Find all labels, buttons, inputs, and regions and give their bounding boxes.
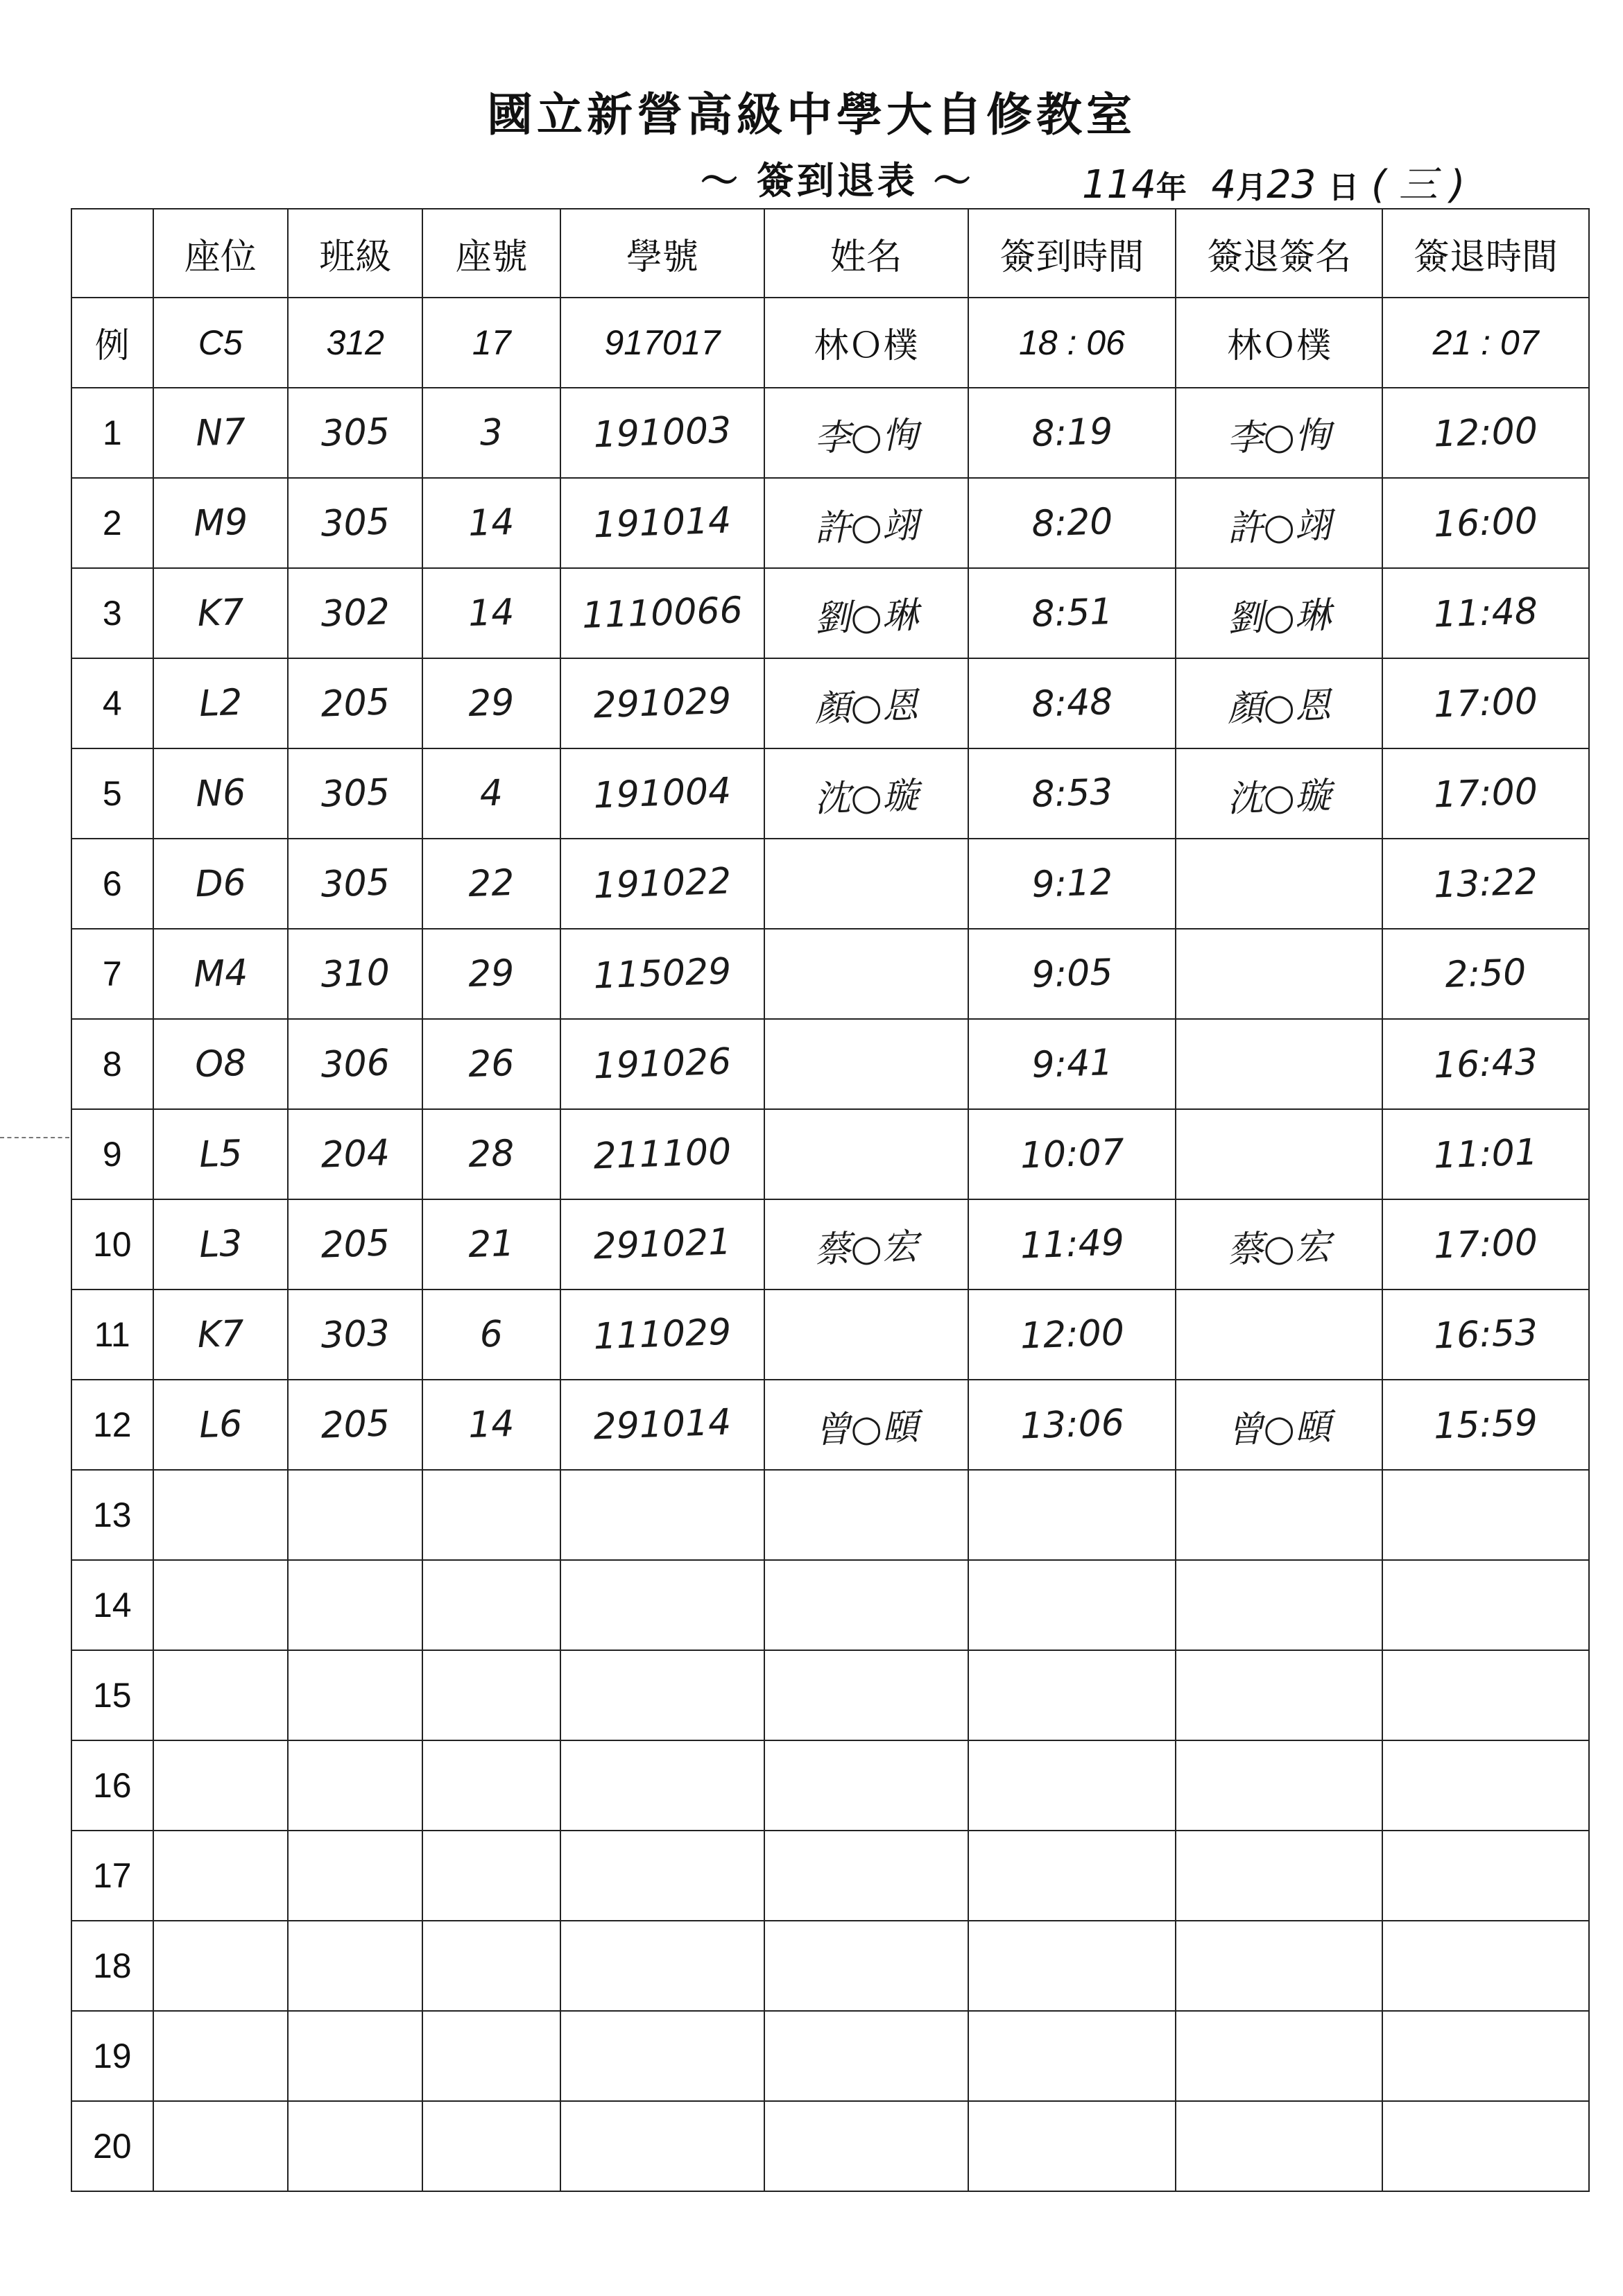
cell-name xyxy=(763,2098,970,2195)
cell-student-id xyxy=(559,1647,766,1744)
cell-class: 310 xyxy=(286,927,424,1022)
cell-student-id xyxy=(559,1917,766,2014)
date-day: 23 xyxy=(1266,162,1316,207)
cell-class: 303 xyxy=(286,1287,424,1382)
cell-number: 26 xyxy=(421,1017,562,1112)
example-label: 例 xyxy=(71,298,153,388)
example-name: 林Ｏ樸 xyxy=(764,298,968,388)
sign-in-table xyxy=(71,208,1590,2192)
col-header-name: 姓名 xyxy=(764,209,968,298)
form-subtitle: ～ 簽到退表 ～ xyxy=(701,158,974,203)
cell-seat: K7 xyxy=(151,1287,289,1382)
date-month: 4 xyxy=(1211,162,1237,207)
cell-name xyxy=(763,1557,970,1654)
cell-signature xyxy=(1174,1917,1384,2014)
cell-checkout: 17:00 xyxy=(1381,745,1590,842)
cell-class: 306 xyxy=(286,1017,424,1112)
cell-checkin: 8:53 xyxy=(966,745,1177,842)
col-header-student-id: 學號 xyxy=(560,209,764,298)
cell-student-id: 291029 xyxy=(559,655,766,752)
cell-seat: L5 xyxy=(151,1107,289,1202)
cell-name xyxy=(763,1917,970,2014)
cell-number: 14 xyxy=(421,1378,562,1473)
cell-number: 29 xyxy=(421,927,562,1022)
cell-student-id: 291021 xyxy=(559,1196,766,1293)
table-row xyxy=(71,658,1589,748)
cell-student-id: 191003 xyxy=(559,384,766,481)
cell-checkout xyxy=(1381,1737,1590,1834)
cell-checkout xyxy=(1381,2098,1590,2195)
cell-checkin: 8:19 xyxy=(966,384,1177,481)
cell-signature xyxy=(1174,1647,1384,1744)
cell-checkin xyxy=(966,2098,1177,2195)
table-row xyxy=(71,1921,1589,2011)
cell-name: 李○恂 xyxy=(763,384,970,481)
cell-seat xyxy=(151,1738,289,1833)
cell-name: 曾○頤 xyxy=(763,1376,970,1473)
col-header-checkout-signature: 簽退簽名 xyxy=(1176,209,1382,298)
cell-student-id: 111029 xyxy=(559,1286,766,1383)
cell-student-id: 211100 xyxy=(559,1106,766,1203)
example-seat: C5 xyxy=(153,298,288,388)
cell-number xyxy=(421,1558,562,1653)
cell-checkout: 16:43 xyxy=(1381,1016,1590,1113)
row-number: 20 xyxy=(71,2101,153,2191)
cell-signature: 顏○恩 xyxy=(1174,655,1384,752)
cell-signature xyxy=(1174,1737,1384,1834)
cell-class xyxy=(286,1738,424,1833)
date-line xyxy=(1082,154,1465,209)
cell-signature xyxy=(1174,1016,1384,1113)
row-number: 1 xyxy=(71,388,153,478)
cell-seat: N6 xyxy=(151,746,289,841)
date-year-label: 年 xyxy=(1156,170,1187,205)
cell-name xyxy=(763,1106,970,1203)
cell-student-id: 1110066 xyxy=(559,565,766,662)
cell-seat: D6 xyxy=(151,837,289,932)
cell-seat xyxy=(151,1558,289,1653)
cell-checkin xyxy=(966,1917,1177,2014)
cell-checkout xyxy=(1381,1647,1590,1744)
cell-seat: K7 xyxy=(151,566,289,661)
cell-class xyxy=(286,2099,424,2194)
cell-checkin xyxy=(966,1827,1177,1924)
cell-student-id: 191022 xyxy=(559,835,766,932)
cell-checkout: 11:01 xyxy=(1381,1106,1590,1203)
cell-class: 205 xyxy=(286,656,424,751)
cell-student-id xyxy=(559,1737,766,1834)
table-row xyxy=(71,1290,1589,1380)
cell-checkout: 13:22 xyxy=(1381,835,1590,932)
cell-signature xyxy=(1174,2007,1384,2105)
cell-name xyxy=(763,835,970,932)
cell-seat xyxy=(151,1648,289,1743)
table-row xyxy=(71,1199,1589,1290)
cell-signature: 劉○琳 xyxy=(1174,565,1384,662)
cell-number xyxy=(421,1738,562,1833)
cell-signature: 曾○頤 xyxy=(1174,1376,1384,1473)
row-number: 19 xyxy=(71,2011,153,2101)
cell-seat: L3 xyxy=(151,1197,289,1292)
cell-seat: O8 xyxy=(151,1017,289,1112)
cell-class: 302 xyxy=(286,566,424,661)
cell-class: 305 xyxy=(286,837,424,932)
row-number: 13 xyxy=(71,1470,153,1560)
cell-signature xyxy=(1174,925,1384,1022)
cell-checkin: 9:12 xyxy=(966,835,1177,932)
cell-signature xyxy=(1174,1827,1384,1924)
cell-checkin xyxy=(966,1557,1177,1654)
cell-number: 21 xyxy=(421,1197,562,1292)
cell-seat xyxy=(151,2009,289,2104)
cell-student-id xyxy=(559,2007,766,2105)
cell-checkout xyxy=(1381,1557,1590,1654)
cell-seat xyxy=(151,1828,289,1924)
col-header-checkout-time: 簽退時間 xyxy=(1382,209,1589,298)
cell-number xyxy=(421,2009,562,2104)
cell-signature: 蔡○宏 xyxy=(1174,1196,1384,1293)
table-row xyxy=(71,2011,1589,2101)
row-number: 8 xyxy=(71,1019,153,1109)
cell-student-id: 115029 xyxy=(559,925,766,1022)
cell-checkout: 16:53 xyxy=(1381,1286,1590,1383)
row-number: 6 xyxy=(71,839,153,929)
table-row xyxy=(71,1380,1589,1470)
cell-name xyxy=(763,2007,970,2105)
row-number: 3 xyxy=(71,568,153,658)
date-month-label: 月 xyxy=(1236,170,1267,205)
date-weekday: ( 三 ) xyxy=(1371,162,1466,207)
table-row xyxy=(71,929,1589,1019)
example-signature: 林Ｏ樸 xyxy=(1176,298,1382,388)
row-number: 18 xyxy=(71,1921,153,2011)
cell-signature: 許○翊 xyxy=(1174,474,1384,572)
cell-checkout xyxy=(1381,1466,1590,1563)
col-header-index xyxy=(71,209,153,298)
cell-signature xyxy=(1174,1286,1384,1383)
row-number: 2 xyxy=(71,478,153,568)
date-year: 114 xyxy=(1082,162,1156,207)
cell-name xyxy=(763,1647,970,1744)
cell-number xyxy=(421,1648,562,1743)
row-number: 15 xyxy=(71,1650,153,1740)
cell-seat: M9 xyxy=(151,476,289,571)
cell-number: 6 xyxy=(421,1287,562,1382)
cell-seat xyxy=(151,1919,289,2014)
cell-student-id: 191014 xyxy=(559,474,766,572)
table-row xyxy=(71,568,1589,658)
cell-checkin: 8:48 xyxy=(966,655,1177,752)
cell-name xyxy=(763,925,970,1022)
cell-checkout: 16:00 xyxy=(1381,474,1590,572)
scan-artifact-line xyxy=(0,1137,69,1138)
cell-checkout: 17:00 xyxy=(1381,655,1590,752)
table-row xyxy=(71,748,1589,839)
table-row xyxy=(71,1109,1589,1199)
example-student-id: 917017 xyxy=(560,298,764,388)
table-row xyxy=(71,1831,1589,1921)
cell-seat: M4 xyxy=(151,927,289,1022)
cell-name xyxy=(763,1466,970,1563)
cell-class: 205 xyxy=(286,1378,424,1473)
cell-student-id: 291014 xyxy=(559,1376,766,1473)
example-checkout: 21 : 07 xyxy=(1382,298,1589,388)
cell-checkin xyxy=(966,2007,1177,2105)
cell-checkout: 15:59 xyxy=(1381,1376,1590,1473)
cell-class xyxy=(286,1468,424,1563)
cell-student-id xyxy=(559,1827,766,1924)
cell-number: 28 xyxy=(421,1107,562,1202)
cell-number xyxy=(421,1468,562,1563)
cell-student-id xyxy=(559,1557,766,1654)
cell-checkin: 8:51 xyxy=(966,565,1177,662)
cell-signature xyxy=(1174,1466,1384,1563)
example-class: 312 xyxy=(288,298,422,388)
table-row xyxy=(71,1650,1589,1740)
row-number: 7 xyxy=(71,929,153,1019)
row-number: 4 xyxy=(71,658,153,748)
cell-class: 305 xyxy=(286,386,424,481)
cell-signature xyxy=(1174,1557,1384,1654)
cell-checkin: 9:05 xyxy=(966,925,1177,1022)
cell-checkin xyxy=(966,1466,1177,1563)
cell-checkin: 12:00 xyxy=(966,1286,1177,1383)
cell-number xyxy=(421,1919,562,2014)
cell-name xyxy=(763,1827,970,1924)
cell-signature: 李○恂 xyxy=(1174,384,1384,481)
cell-class: 305 xyxy=(286,746,424,841)
cell-number: 14 xyxy=(421,566,562,661)
header-row xyxy=(71,209,1589,298)
cell-class: 305 xyxy=(286,476,424,571)
cell-class: 205 xyxy=(286,1197,424,1292)
row-number: 5 xyxy=(71,748,153,839)
col-header-number: 座號 xyxy=(422,209,560,298)
table-row xyxy=(71,1019,1589,1109)
cell-checkin: 8:20 xyxy=(966,474,1177,572)
col-header-seat: 座位 xyxy=(153,209,288,298)
example-checkin: 18 : 06 xyxy=(968,298,1176,388)
cell-class xyxy=(286,1919,424,2014)
cell-class xyxy=(286,2009,424,2104)
cell-seat: L2 xyxy=(151,656,289,751)
cell-name: 顏○恩 xyxy=(763,655,970,752)
row-number: 16 xyxy=(71,1740,153,1831)
cell-seat: N7 xyxy=(151,386,289,481)
row-number: 10 xyxy=(71,1199,153,1290)
cell-signature xyxy=(1174,1106,1384,1203)
date-day-label: 日 xyxy=(1328,170,1359,205)
cell-checkin: 9:41 xyxy=(966,1016,1177,1113)
cell-number: 4 xyxy=(421,746,562,841)
col-header-checkin-time: 簽到時間 xyxy=(968,209,1176,298)
table-row xyxy=(71,2101,1589,2191)
table-row xyxy=(71,1470,1589,1560)
cell-checkin: 11:49 xyxy=(966,1196,1177,1293)
cell-checkout: 17:00 xyxy=(1381,1196,1590,1293)
cell-class xyxy=(286,1558,424,1653)
cell-class: 204 xyxy=(286,1107,424,1202)
col-header-class: 班級 xyxy=(288,209,422,298)
cell-checkout xyxy=(1381,2007,1590,2105)
cell-class xyxy=(286,1828,424,1924)
cell-seat xyxy=(151,2099,289,2194)
cell-student-id: 191004 xyxy=(559,745,766,842)
cell-student-id xyxy=(559,2098,766,2195)
cell-checkout xyxy=(1381,1917,1590,2014)
table-row xyxy=(71,388,1589,478)
cell-name xyxy=(763,1286,970,1383)
cell-checkin xyxy=(966,1737,1177,1834)
cell-name: 沈○璇 xyxy=(763,745,970,842)
cell-name xyxy=(763,1016,970,1113)
example-row xyxy=(71,298,1589,388)
row-number: 14 xyxy=(71,1560,153,1650)
table-row xyxy=(71,478,1589,568)
cell-name: 許○翊 xyxy=(763,474,970,572)
cell-checkin: 13:06 xyxy=(966,1376,1177,1473)
example-number: 17 xyxy=(422,298,560,388)
cell-number xyxy=(421,2099,562,2194)
row-number: 12 xyxy=(71,1380,153,1470)
cell-name: 蔡○宏 xyxy=(763,1196,970,1293)
cell-checkout: 2:50 xyxy=(1381,925,1590,1022)
cell-checkout xyxy=(1381,1827,1590,1924)
cell-signature: 沈○璇 xyxy=(1174,745,1384,842)
cell-name: 劉○琳 xyxy=(763,565,970,662)
table-row xyxy=(71,1740,1589,1831)
cell-class xyxy=(286,1648,424,1743)
cell-number: 3 xyxy=(421,386,562,481)
page-title: 國立新營高級中學大自修教室 xyxy=(487,87,1136,142)
cell-number: 22 xyxy=(421,837,562,932)
cell-signature xyxy=(1174,835,1384,932)
cell-number xyxy=(421,1828,562,1924)
table-row xyxy=(71,1560,1589,1650)
row-number: 11 xyxy=(71,1290,153,1380)
table-row xyxy=(71,839,1589,929)
cell-checkin xyxy=(966,1647,1177,1744)
cell-number: 14 xyxy=(421,476,562,571)
cell-seat xyxy=(151,1468,289,1563)
cell-student-id xyxy=(559,1466,766,1563)
cell-checkout: 11:48 xyxy=(1381,565,1590,662)
cell-seat: L6 xyxy=(151,1378,289,1473)
cell-name xyxy=(763,1737,970,1834)
cell-student-id: 191026 xyxy=(559,1016,766,1113)
row-number: 9 xyxy=(71,1109,153,1199)
cell-checkin: 10:07 xyxy=(966,1106,1177,1203)
cell-checkout: 12:00 xyxy=(1381,384,1590,481)
row-number: 17 xyxy=(71,1831,153,1921)
cell-signature xyxy=(1174,2098,1384,2195)
cell-number: 29 xyxy=(421,656,562,751)
